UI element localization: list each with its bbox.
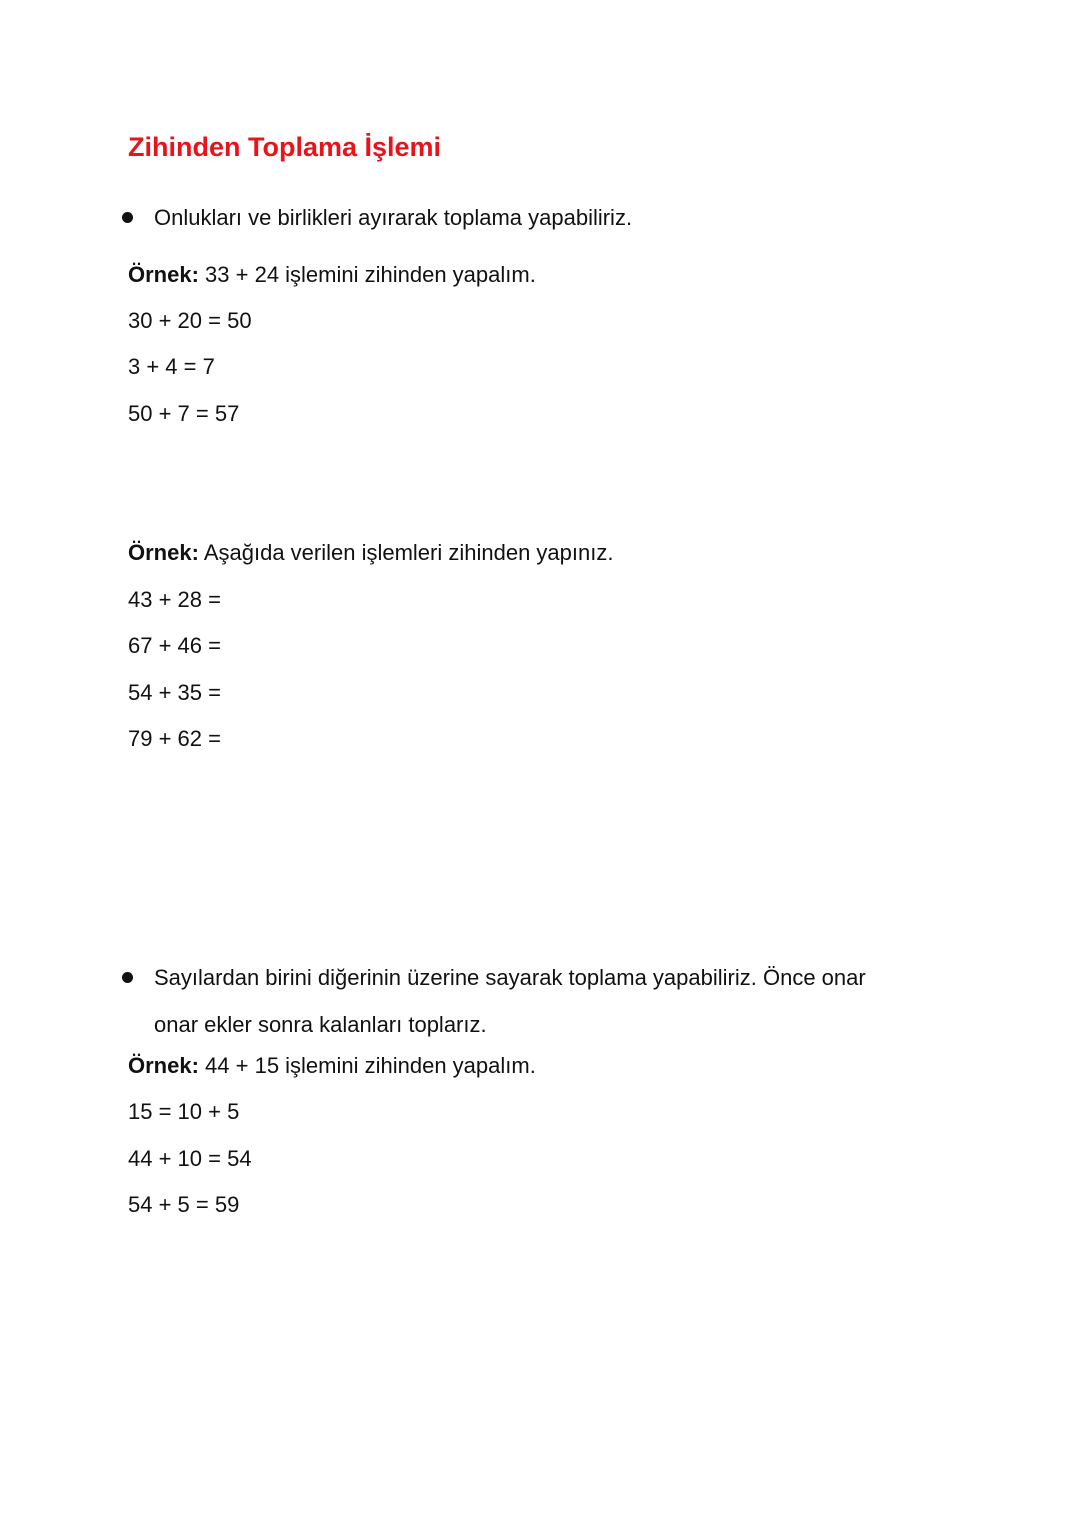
calculation-step: 50 + 7 = 57 [128,401,240,426]
calculation-step: 44 + 10 = 54 [128,1146,252,1171]
example-line [128,260,536,290]
calculation-step: 15 = 10 + 5 [128,1099,240,1124]
bullet-icon [122,212,133,223]
bullet-text-line1: Sayılardan birini diğerinin üzerine sayarak toplama yapabiliriz. Önce onar [154,965,866,990]
exercise-item: 43 + 28 = [128,587,221,612]
example-line [128,538,613,568]
calculation-step: 3 + 4 = 7 [128,354,215,379]
example-label: Örnek: [128,262,199,287]
page-title: Zihinden Toplama İşlemi [128,132,442,162]
exercise-item: 67 + 46 = [128,633,221,658]
bullet-icon [122,972,133,983]
bullet-text [154,954,944,1048]
example-label: Örnek: [128,540,199,565]
example-text: Aşağıda verilen işlemleri zihinden yapınız. [198,540,614,565]
example-text: 33 + 24 işlemini zihinden yapalım. [198,262,536,287]
bullet-text: Onlukları ve birlikleri ayırarak toplama yapabiliriz. [154,205,633,230]
exercise-item: 79 + 62 = [128,726,221,751]
calculation-step: 30 + 20 = 50 [128,308,252,333]
calculation-step: 54 + 5 = 59 [128,1192,240,1217]
example-text: 44 + 15 işlemini zihinden yapalım. [198,1053,536,1078]
bullet-text-line2: onar ekler sonra kalanları toplarız. [154,1012,487,1037]
exercise-item: 54 + 35 = [128,680,221,705]
example-line [128,1051,536,1081]
example-label: Örnek: [128,1053,199,1078]
